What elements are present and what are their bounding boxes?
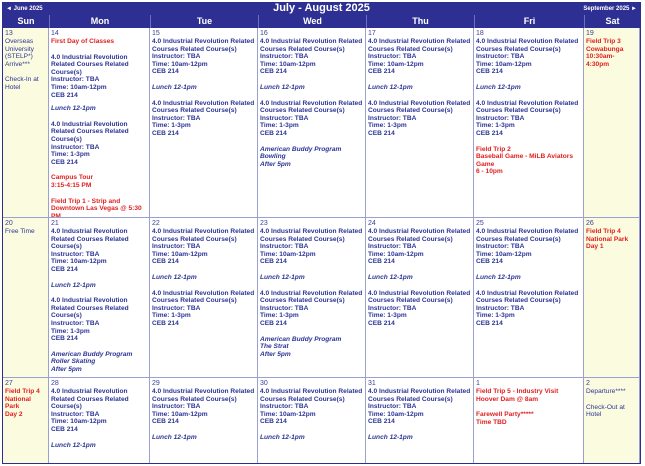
event-line: Lunch 12-1pm: [260, 83, 305, 91]
event-line: 4.0 Industrial Revolution Related: [368, 289, 471, 297]
event-line: Lunch 12-1pm: [368, 83, 413, 91]
event-line: CEB 214: [152, 68, 179, 76]
event-line: Bowling: [260, 153, 286, 161]
event-line: 4.0 Industrial Revolution Related: [152, 38, 255, 45]
event-line: 4.0 Industrial Revolution Related: [260, 289, 363, 297]
day-number[interactable]: 22: [152, 220, 160, 227]
calendar-event[interactable]: [5, 228, 46, 236]
event-line: Courses Related Course(s): [152, 45, 237, 53]
day-number[interactable]: 1: [476, 380, 480, 387]
event-line: 4.0 Industrial Revolution: [51, 388, 128, 395]
event-line: Courses Related Course(s): [476, 235, 561, 243]
event-line: Time: 10am-12pm: [260, 250, 316, 258]
event-line: Time: 10am-12pm: [152, 410, 208, 418]
day-number[interactable]: 19: [586, 30, 594, 37]
event-line: After 5pm: [260, 160, 291, 168]
prev-month-link[interactable]: ◄ June 2025: [6, 6, 43, 12]
event-line: The Strat: [260, 343, 289, 351]
calendar-event[interactable]: [5, 76, 46, 91]
event-line: Courses Related Course(s): [476, 107, 561, 115]
calendar-event[interactable]: [368, 38, 471, 76]
calendar-event[interactable]: [51, 351, 147, 374]
event-line: Instructor: TBA: [152, 53, 201, 61]
day-number[interactable]: 23: [260, 220, 268, 227]
event-line: Day 2: [5, 410, 23, 418]
event-line: Lunch 12-1pm: [152, 433, 197, 441]
day-cell[interactable]: [150, 218, 258, 378]
day-number[interactable]: 29: [152, 380, 160, 387]
event-line: Instructor: TBA: [260, 403, 309, 411]
event-line: CEB 214: [260, 258, 287, 266]
event-line: Time: 1-3pm: [368, 122, 407, 130]
event-line: Time: 1-3pm: [51, 151, 90, 159]
event-line: Instructor: TBA: [152, 114, 201, 122]
event-line: 4.0 Industrial Revolution: [51, 120, 128, 128]
calendar-event[interactable]: [476, 228, 581, 266]
event-line: Field Trip 3: [586, 38, 621, 45]
day-number[interactable]: 2: [586, 380, 590, 387]
event-line: CEB 214: [368, 258, 395, 266]
event-line: Instructor: TBA: [51, 319, 100, 327]
day-cell[interactable]: [258, 378, 366, 464]
event-line: Lunch 12-1pm: [368, 273, 413, 281]
calendar-event[interactable]: [51, 228, 147, 274]
event-line: Instructor: TBA: [51, 250, 100, 258]
event-line: Related Courses Related: [51, 304, 129, 312]
event-line: First Day of Classes: [51, 38, 115, 45]
event-line: CEB 214: [368, 68, 395, 76]
event-line: Lunch 12-1pm: [51, 441, 96, 449]
event-line: Field Trip 2: [476, 145, 511, 153]
day-number[interactable]: 13: [5, 30, 13, 37]
event-line: Hoover Dam @ 8am: [476, 395, 539, 403]
calendar-event[interactable]: [368, 290, 471, 328]
event-line: CEB 214: [476, 68, 503, 76]
event-line: Farewell Party*****: [476, 411, 534, 419]
event-line: Courses Related Course(s): [368, 45, 453, 53]
event-line: Courses Related Course(s): [368, 235, 453, 243]
event-line: Courses Related Course(s): [476, 45, 561, 53]
calendar-event[interactable]: [51, 38, 147, 46]
event-line: 4.0 Industrial Revolution Related: [368, 38, 471, 45]
event-line: Roller Skating: [51, 358, 96, 366]
event-line: Instructor: TBA: [260, 53, 309, 61]
calendar-event[interactable]: [260, 434, 363, 442]
event-line: Time: 1-3pm: [260, 312, 299, 320]
event-line: Time: 10am-12pm: [51, 83, 107, 91]
event-line: CEB 214: [368, 418, 395, 426]
event-line: Time: 10am-12pm: [476, 250, 532, 258]
event-line: 3:15-4:15 PM: [51, 181, 92, 189]
event-line: Free Time: [5, 228, 35, 235]
event-line: CEB 214: [476, 258, 503, 266]
calendar-event[interactable]: [476, 388, 581, 403]
event-line: Time: 1-3pm: [368, 312, 407, 320]
dow-thu: Thu: [366, 15, 474, 28]
event-line: National Park: [586, 235, 629, 243]
day-cell[interactable]: [150, 28, 258, 218]
calendar-header: [3, 3, 640, 15]
event-line: Instructor: TBA: [152, 243, 201, 251]
event-line: Baseball Game - MiLB Aviators: [476, 153, 573, 161]
calendar-event[interactable]: [152, 388, 255, 426]
dow-fri: Fri: [474, 15, 584, 28]
event-line: 4.0 Industrial Revolution Related: [368, 228, 471, 235]
calendar-event[interactable]: [476, 274, 581, 282]
event-line: Game: [476, 160, 495, 168]
event-line: CEB 214: [260, 129, 287, 137]
event-line: CEB 214: [51, 265, 78, 273]
event-line: Lunch 12-1pm: [260, 433, 305, 441]
calendar-event[interactable]: [476, 146, 581, 176]
calendar-event[interactable]: [152, 100, 255, 138]
event-line: Instructor: TBA: [368, 114, 417, 122]
day-number[interactable]: 14: [51, 30, 59, 37]
event-line: Courses Related Course(s): [260, 235, 345, 243]
day-number[interactable]: 26: [586, 220, 594, 227]
event-line: Downtown Las Vegas @ 5:30: [51, 205, 142, 213]
day-cell[interactable]: [3, 218, 49, 378]
day-number[interactable]: 20: [5, 220, 13, 227]
calendar-event[interactable]: [476, 290, 581, 328]
event-line: Cowabunga: [586, 45, 624, 53]
calendar-event[interactable]: [152, 290, 255, 328]
event-line: Instructor: TBA: [368, 403, 417, 411]
day-number[interactable]: 25: [476, 220, 484, 227]
event-line: Time: 10am-12pm: [152, 250, 208, 258]
event-line: Courses Related Course(s): [260, 107, 345, 115]
event-line: Field Trip 4: [586, 228, 621, 235]
day-cell[interactable]: [474, 378, 584, 464]
day-number[interactable]: 31: [368, 380, 376, 387]
event-line: American Buddy Program: [51, 350, 133, 358]
calendar-event[interactable]: [586, 38, 637, 68]
day-cell[interactable]: [474, 28, 584, 218]
day-number[interactable]: 28: [51, 380, 59, 387]
day-cell[interactable]: [49, 28, 150, 218]
event-line: Time: 10am-12pm: [152, 60, 208, 68]
event-line: Instructor: TBA: [368, 304, 417, 312]
event-line: Instructor: TBA: [476, 243, 525, 251]
event-line: Courses Related Course(s): [368, 107, 453, 115]
event-line: Course(s): [51, 68, 82, 76]
event-line: Overseas: [5, 38, 34, 45]
calendar-event[interactable]: [476, 84, 581, 92]
day-number[interactable]: 18: [476, 30, 484, 37]
event-line: Instructor: TBA: [260, 304, 309, 312]
event-line: Field Trip 5 - Industry Visit: [476, 388, 559, 395]
day-cell[interactable]: [584, 28, 640, 218]
event-line: Course(s): [51, 403, 82, 411]
event-line: Time: 10am-12pm: [51, 418, 107, 426]
event-line: CEB 214: [51, 425, 78, 433]
event-line: 4.0 Industrial Revolution: [51, 53, 128, 61]
event-line: 4.0 Industrial Revolution Related: [476, 289, 579, 297]
calendar-event[interactable]: [5, 388, 46, 418]
event-line: Course(s): [51, 312, 82, 320]
event-line: University: [5, 45, 34, 53]
event-line: Instructor: TBA: [51, 76, 100, 84]
day-number[interactable]: 16: [260, 30, 268, 37]
event-line: CEB 214: [51, 158, 78, 166]
calendar-event[interactable]: [586, 388, 637, 396]
day-number[interactable]: 30: [260, 380, 268, 387]
dow-wed: Wed: [258, 15, 366, 28]
day-cell[interactable]: [49, 378, 150, 464]
event-line: 4.0 Industrial Revolution Related: [260, 228, 363, 235]
event-line: CEB 214: [260, 319, 287, 327]
event-line: Check-Out at: [586, 403, 625, 411]
calendar-event[interactable]: [51, 105, 147, 113]
event-line: CEB 214: [152, 258, 179, 266]
calendar-event[interactable]: [586, 404, 637, 419]
calendar-event[interactable]: [51, 174, 147, 189]
event-line: Lunch 12-1pm: [260, 273, 305, 281]
calendar: [2, 2, 641, 464]
calendar-event[interactable]: [260, 100, 363, 138]
event-line: American Buddy Program: [260, 335, 342, 343]
event-line: Time: 10am-12pm: [260, 410, 316, 418]
event-line: 6 - 10pm: [476, 168, 503, 176]
event-line: Field Trip 4: [5, 388, 40, 395]
calendar-event[interactable]: [368, 274, 471, 282]
event-line: 4.0 Industrial Revolution Related: [152, 228, 255, 235]
event-line: 4.0 Industrial Revolution Related: [260, 99, 363, 107]
event-line: 4.0 Industrial Revolution Related: [152, 289, 255, 297]
event-line: CEB 214: [476, 129, 503, 137]
event-line: 4.0 Industrial Revolution Related: [476, 228, 579, 235]
calendar-event[interactable]: [260, 336, 363, 359]
day-number[interactable]: 27: [5, 380, 13, 387]
event-line: Courses Related Course(s): [260, 45, 345, 53]
event-line: CEB 214: [368, 129, 395, 137]
event-line: CEB 214: [260, 68, 287, 76]
day-cell[interactable]: [584, 378, 640, 464]
event-line: Courses Related Course(s): [260, 395, 345, 403]
event-line: CEB 214: [368, 319, 395, 327]
day-cell[interactable]: [366, 218, 474, 378]
event-line: Time: 1-3pm: [152, 312, 191, 320]
day-number[interactable]: 24: [368, 220, 376, 227]
event-line: Related Courses Related: [51, 395, 129, 403]
event-line: Instructor: TBA: [152, 304, 201, 312]
event-line: CEB 214: [152, 319, 179, 327]
day-number[interactable]: 15: [152, 30, 160, 37]
event-line: Related Courses Related: [51, 61, 129, 69]
event-line: CEB 214: [51, 91, 78, 99]
event-line: Related Courses Related: [51, 235, 129, 243]
event-line: 4.0 Industrial Revolution: [51, 228, 128, 235]
event-line: After 5pm: [51, 365, 82, 373]
day-number[interactable]: 21: [51, 220, 59, 227]
event-line: CEB 214: [51, 335, 78, 343]
event-line: Time: 10am-12pm: [260, 60, 316, 68]
event-line: After 5pm: [260, 350, 291, 358]
day-number[interactable]: 17: [368, 30, 376, 37]
event-line: Lunch 12-1pm: [476, 83, 521, 91]
calendar-event[interactable]: [51, 282, 147, 290]
calendar-event[interactable]: [260, 388, 363, 426]
event-line: Courses Related Course(s): [152, 107, 237, 115]
event-line: Courses Related Course(s): [368, 395, 453, 403]
calendar-event[interactable]: [260, 38, 363, 76]
event-line: Time: 10am-12pm: [51, 258, 107, 266]
day-cell[interactable]: [366, 28, 474, 218]
event-line: Course(s): [51, 135, 82, 143]
event-line: 4.0 Industrial Revolution Related: [260, 38, 363, 45]
event-line: Arrive***: [5, 60, 30, 68]
event-line: Time: 1-3pm: [476, 312, 515, 320]
calendar-event[interactable]: [51, 297, 147, 343]
event-line: 4.0 Industrial Revolution Related: [476, 38, 579, 45]
event-line: Courses Related Course(s): [476, 297, 561, 305]
event-line: Time: 1-3pm: [152, 122, 191, 130]
event-line: Related Courses Related: [51, 128, 129, 136]
event-line: Campus Tour: [51, 174, 94, 182]
event-line: Field Trip 1 - Strip and: [51, 197, 121, 205]
dow-sat: Sat: [584, 15, 640, 28]
calendar-event[interactable]: [152, 228, 255, 266]
calendar-event[interactable]: [51, 388, 147, 434]
event-line: Instructor: TBA: [260, 243, 309, 251]
event-line: Hotel: [5, 83, 21, 91]
day-cell[interactable]: [49, 218, 150, 378]
event-line: Lunch 12-1pm: [476, 273, 521, 281]
calendar-event[interactable]: [260, 274, 363, 282]
event-line: Day 1: [586, 243, 604, 251]
calendar-event[interactable]: [368, 84, 471, 92]
event-line: Lunch 12-1pm: [51, 281, 96, 289]
calendar-title: July - August 2025: [273, 2, 370, 14]
calendar-event[interactable]: [51, 442, 147, 450]
calendar-event[interactable]: [51, 54, 147, 100]
event-line: Time: 10am-12pm: [368, 60, 424, 68]
event-line: Time: 10am-12pm: [476, 60, 532, 68]
event-line: Time: 10am-12pm: [368, 410, 424, 418]
calendar-event[interactable]: [368, 434, 471, 442]
calendar-event[interactable]: [260, 84, 363, 92]
event-line: Time: 10am-12pm: [368, 250, 424, 258]
calendar-event[interactable]: [260, 228, 363, 266]
calendar-event[interactable]: [152, 274, 255, 282]
event-line: CEB 214: [476, 319, 503, 327]
calendar-event[interactable]: [368, 100, 471, 138]
event-line: Instructor: TBA: [51, 410, 100, 418]
event-line: CEB 214: [260, 418, 287, 426]
event-line: 4.0 Industrial Revolution Related: [476, 99, 579, 107]
day-cell[interactable]: [258, 218, 366, 378]
day-cell[interactable]: [150, 378, 258, 464]
calendar-event[interactable]: [368, 228, 471, 266]
event-line: Lunch 12-1pm: [152, 83, 197, 91]
event-line: Time: 1-3pm: [476, 122, 515, 130]
event-line: Check-In at: [5, 76, 39, 84]
calendar-event[interactable]: [152, 38, 255, 76]
calendar-event[interactable]: [476, 38, 581, 76]
event-line: Instructor: TBA: [368, 53, 417, 61]
event-line: 4.0 Industrial Revolution Related: [368, 388, 471, 395]
event-line: Course(s): [51, 243, 82, 251]
event-line: Instructor: TBA: [51, 143, 100, 151]
event-line: Lunch 12-1pm: [152, 273, 197, 281]
event-line: Instructor: TBA: [476, 114, 525, 122]
event-line: Instructor: TBA: [476, 53, 525, 61]
event-line: National Park: [5, 395, 32, 411]
event-line: (STELP*): [5, 53, 33, 61]
day-cell[interactable]: [474, 218, 584, 378]
dow-tue: Tue: [150, 15, 258, 28]
calendar-event[interactable]: [51, 198, 147, 219]
event-line: Instructor: TBA: [476, 304, 525, 312]
day-of-week-header: [3, 15, 640, 28]
day-cell[interactable]: [3, 378, 49, 464]
event-line: Instructor: TBA: [152, 403, 201, 411]
event-line: CEB 214: [152, 418, 179, 426]
event-line: American Buddy Program: [260, 145, 342, 153]
calendar-event[interactable]: [152, 434, 255, 442]
event-line: 4.0 Industrial Revolution Related: [368, 99, 471, 107]
event-line: Courses Related Course(s): [152, 297, 237, 305]
day-cell[interactable]: [366, 378, 474, 464]
calendar-event[interactable]: [260, 146, 363, 169]
event-line: Lunch 12-1pm: [51, 105, 96, 113]
calendar-event[interactable]: [476, 100, 581, 138]
event-line: Courses Related Course(s): [152, 395, 237, 403]
event-line: 10:30am-4:30pm: [586, 53, 615, 68]
event-line: 4.0 Industrial Revolution Related: [152, 99, 255, 107]
calendar-event[interactable]: [260, 290, 363, 328]
event-line: Instructor: TBA: [260, 114, 309, 122]
day-cell[interactable]: [584, 218, 640, 378]
event-line: Departure****: [586, 388, 626, 395]
event-line: 4.0 Industrial Revolution Related: [260, 388, 363, 395]
event-line: Time TBD: [476, 418, 507, 426]
day-cell[interactable]: [258, 28, 366, 218]
event-line: Courses Related Course(s): [260, 297, 345, 305]
calendar-event[interactable]: [152, 84, 255, 92]
event-line: Time: 1-3pm: [260, 122, 299, 130]
event-line: Courses Related Course(s): [152, 235, 237, 243]
event-line: Instructor: TBA: [368, 243, 417, 251]
calendar-event[interactable]: [476, 411, 581, 426]
event-line: 4.0 Industrial Revolution: [51, 297, 128, 305]
event-line: Hotel: [586, 411, 602, 419]
event-line: Time: 1-3pm: [51, 327, 90, 335]
event-line: Lunch 12-1pm: [368, 433, 413, 441]
day-cell[interactable]: [3, 28, 49, 218]
event-line: 4.0 Industrial Revolution Related: [152, 388, 255, 395]
dow-sun: Sun: [17, 16, 35, 26]
event-line: PM: [51, 212, 61, 218]
calendar-event[interactable]: [586, 228, 637, 251]
next-month-link[interactable]: September 2025 ►: [583, 6, 637, 12]
calendar-event[interactable]: [51, 121, 147, 167]
calendar-event[interactable]: [368, 388, 471, 426]
event-line: Courses Related Course(s): [368, 297, 453, 305]
event-line: CEB 214: [152, 129, 179, 137]
dow-mon: Mon: [49, 15, 150, 28]
calendar-event[interactable]: [5, 38, 46, 68]
